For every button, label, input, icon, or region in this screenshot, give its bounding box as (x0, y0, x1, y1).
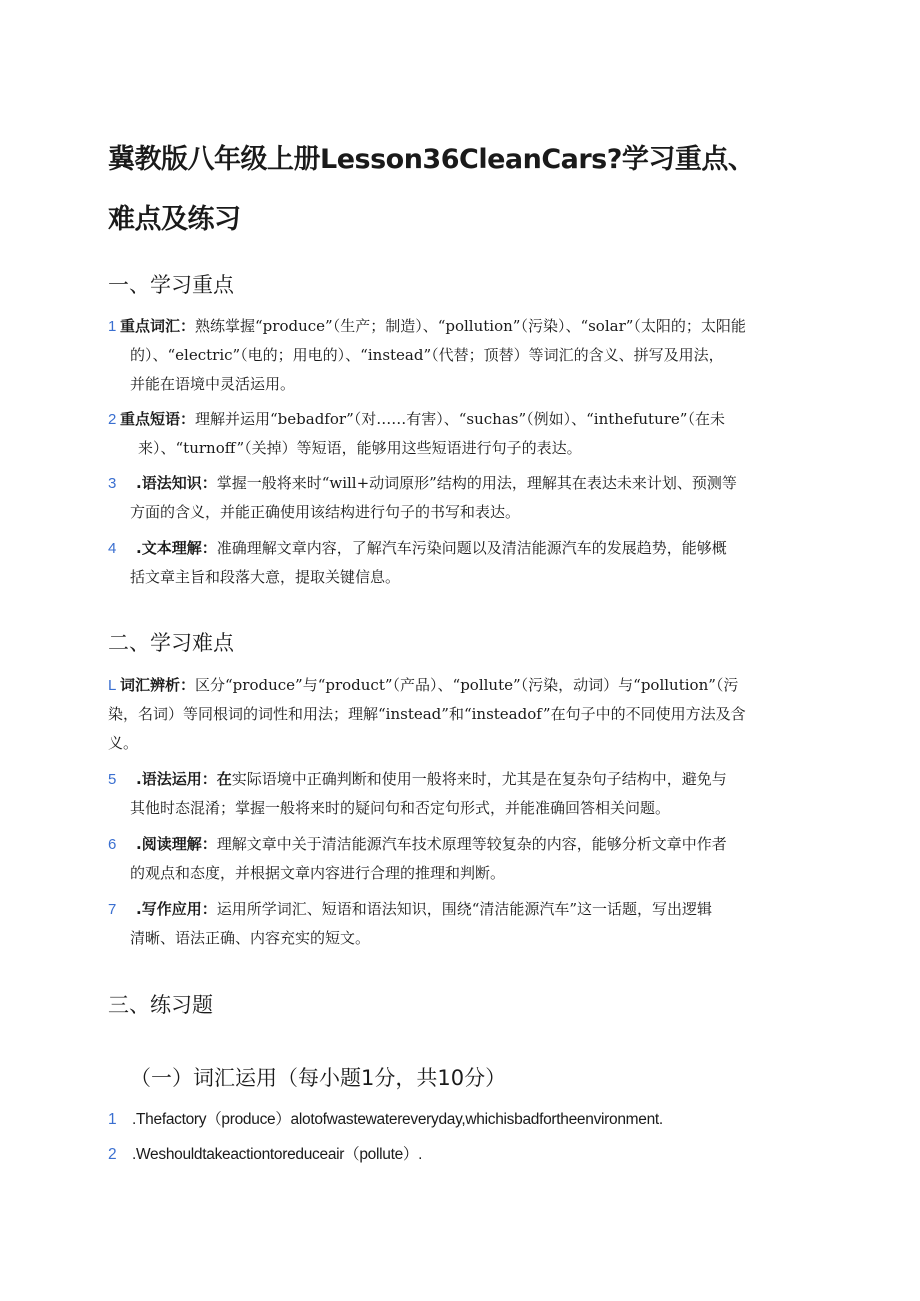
item-text-line: 染，名词）等同根词的词性和用法；理解“instead”和“insteadof”在句子中的不同使用方法及含 (108, 705, 746, 723)
exercise-number: 2 (108, 1146, 117, 1163)
item-text-line: 义。 (108, 734, 139, 752)
exercise-subheading: （一）词汇运用（每小题1分，共10分） (130, 1066, 507, 1090)
item-text-line: 运用所学词汇、短语和语法知识，围绕“清洁能源汽车”这一话题，写出逻辑 (216, 900, 713, 918)
item-text-line: 区分“produce”与“product”（产品）、“pollute”（污染，动词）与“pollution”（污 (195, 676, 739, 694)
item-heading: .写作应用： (136, 900, 217, 918)
title-line-1: 冀教版八年级上册Lesson36CleanCars?学习重点、 (108, 144, 755, 175)
item-text-line: 准确理解文章内容，了解汽车污染问题以及清洁能源汽车的发展趋势，能够概 (216, 539, 727, 557)
item-number: 3 (108, 475, 117, 492)
exercise-item (108, 1107, 828, 1133)
item-text-line: 实际语境中正确判断和使用一般将来时，尤其是在复杂句子结构中，避免与 (231, 770, 727, 788)
item-text-line: 熟练掌握“produce”（生产；制造）、“pollution”（污染）、“solar”（太阳的；太阳能 (195, 317, 746, 335)
section-heading-key-points: 一、学习重点 (108, 273, 234, 297)
item-heading: 词汇辨析： (120, 676, 196, 694)
item-number: 2 (108, 411, 117, 428)
key-point-item (108, 405, 810, 463)
item-number: 4 (108, 540, 117, 557)
exercise-text: .Weshouldtakeactiontoreduceair（pollute）. (132, 1146, 423, 1163)
item-text-line: 其他时态混淆；掌握一般将来时的疑问句和否定句形式，并能准确回答相关问题。 (130, 799, 671, 817)
item-text-line: 清晰、语法正确、内容充实的短文。 (130, 929, 371, 947)
section-heading-exercises: 三、练习题 (108, 993, 213, 1017)
item-number: L (108, 677, 117, 694)
exercise-number: 1 (108, 1111, 117, 1128)
item-heading: 重点短语： (120, 410, 196, 428)
item-heading: .阅读理解： (136, 835, 217, 853)
key-point-item (108, 534, 810, 592)
difficulty-item (108, 671, 810, 758)
section-heading-difficulties: 二、学习难点 (108, 631, 234, 655)
item-text-line: 的观点和态度，并根据文章内容进行合理的推理和判断。 (130, 864, 506, 882)
item-text-line: 并能在语境中灵活运用。 (130, 375, 296, 393)
item-number: 6 (108, 836, 117, 853)
item-number: 5 (108, 771, 117, 788)
item-heading: 重点词汇： (120, 317, 196, 335)
difficulty-item (108, 895, 810, 953)
document-title (108, 130, 848, 250)
title-line-2: 难点及练习 (108, 204, 241, 235)
item-text-line: 来）、“turnoff”（关掉）等短语，能够用这些短语进行句子的表达。 (138, 439, 582, 457)
exercise-text: .Thefactory（produce）alotofwastewatereveryday,whichisbadfortheenvironment. (132, 1111, 663, 1128)
item-text-line: 理解文章中关于清洁能源汽车技术原理等较复杂的内容，能够分析文章中作者 (216, 835, 727, 853)
item-text-line: 括文章主旨和段落大意，提取关键信息。 (130, 568, 401, 586)
key-point-item (108, 312, 810, 399)
item-text-line: 方面的含义，并能正确使用该结构进行句子的书写和表达。 (130, 503, 521, 521)
item-heading: .语法知识： (136, 474, 217, 492)
item-heading: .语法运用：在 (136, 770, 232, 788)
key-point-item (108, 469, 810, 527)
item-text-line: 的）、“electric”（电的；用电的）、“instead”（代替；顶替）等词汇的含义、拼写及用法， (130, 346, 724, 364)
item-heading: .文本理解： (136, 539, 217, 557)
item-number: 1 (108, 318, 117, 335)
difficulty-item (108, 830, 810, 888)
item-number: 7 (108, 901, 117, 918)
exercise-item (108, 1142, 828, 1168)
difficulty-item (108, 765, 810, 823)
item-text-line: 掌握一般将来时“will+动词原形”结构的用法，理解其在表达未来计划、预测等 (216, 474, 737, 492)
item-text-line: 理解并运用“bebadfor”（对……有害）、“suchas”（例如）、“inthefuture”（在未 (195, 410, 725, 428)
